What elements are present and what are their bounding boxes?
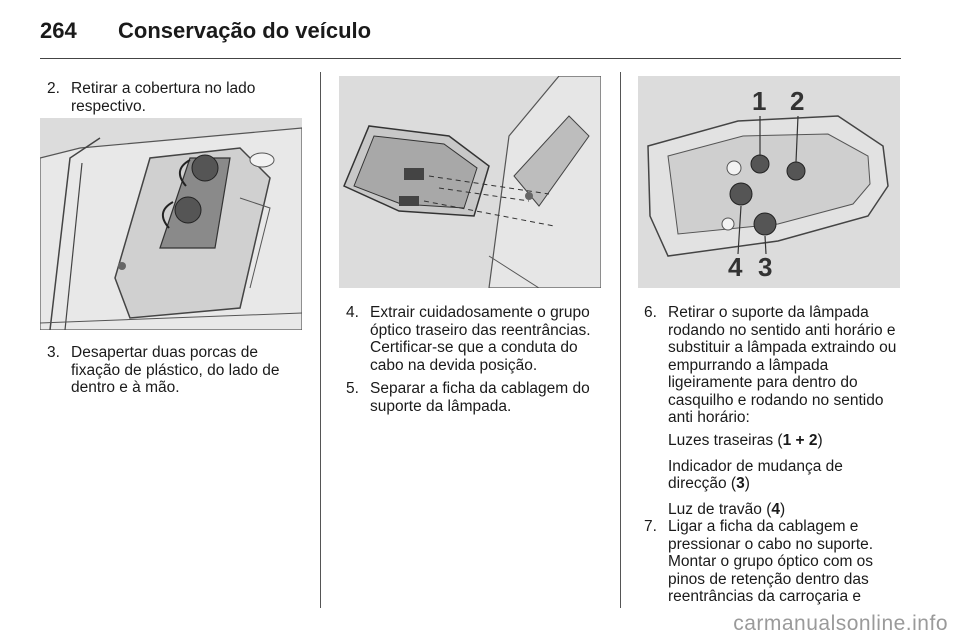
step-7 bbox=[644, 518, 904, 608]
step-line: Retirar o suporte da lâmpada bbox=[668, 304, 869, 321]
step-number: 5. bbox=[346, 380, 359, 397]
step-line: casquilho e rodando no sentido bbox=[668, 391, 884, 409]
rear-cover-illustration bbox=[40, 118, 302, 330]
bulb-positions-illustration bbox=[638, 76, 900, 288]
column-divider-2 bbox=[620, 72, 621, 608]
step-line: Certificar-se que a conduta do bbox=[370, 339, 578, 356]
figure-bulb-positions bbox=[638, 76, 900, 288]
step-number: 2. bbox=[47, 80, 60, 97]
step-2 bbox=[47, 80, 317, 116]
step-line: Separar a ficha da cablagem do bbox=[370, 380, 590, 397]
step-line: suporte da lâmpada. bbox=[370, 397, 512, 415]
page-title: Conservação do veículo bbox=[118, 18, 372, 43]
step-line: respectivo. bbox=[71, 97, 146, 115]
step-line: óptico traseiro das reentrâncias. bbox=[370, 321, 591, 339]
bulb-tail: Luzes traseiras (1 + 2) bbox=[668, 432, 823, 449]
step-line: Montar o grupo óptico com os bbox=[668, 553, 874, 570]
figure-rear-cover bbox=[40, 118, 302, 330]
step-text bbox=[370, 304, 591, 374]
figure-tail-lamp-removal bbox=[339, 76, 601, 288]
step-line: cabo na devida posição. bbox=[370, 356, 538, 374]
step-line: rodando no sentido anti horário e bbox=[668, 321, 896, 339]
step-line: reentrâncias da carroçaria e bbox=[668, 588, 861, 605]
step-6 bbox=[644, 304, 904, 434]
step-5 bbox=[346, 380, 616, 416]
step-number: 3. bbox=[47, 344, 60, 361]
bulb-list-items bbox=[668, 432, 843, 526]
step-line: Desapertar duas porcas de bbox=[71, 344, 258, 361]
step-line: empurrando a lâmpada bbox=[668, 356, 829, 374]
page-number: 264 bbox=[40, 18, 77, 43]
callout-4: 4 bbox=[728, 252, 743, 282]
step-text bbox=[370, 380, 590, 415]
step-line: pinos de retenção dentro das bbox=[668, 570, 869, 588]
page-header bbox=[40, 18, 900, 58]
step-number: 7. bbox=[644, 518, 657, 535]
step-text bbox=[71, 80, 255, 115]
step-line: pressionar o cabo no suporte. bbox=[668, 535, 874, 553]
callout-2: 2 bbox=[790, 86, 805, 116]
step-line: ligeiramente para dentro do bbox=[668, 374, 858, 391]
step-line: Retirar a cobertura no lado bbox=[71, 80, 256, 97]
step-line: substituir a lâmpada extraindo ou bbox=[668, 339, 897, 356]
bulb-list bbox=[644, 432, 904, 518]
step-line: dentro e à mão. bbox=[71, 379, 180, 396]
bulb-indicator: Indicador de mudança de direcção (3) bbox=[668, 457, 843, 492]
step-line: anti horário: bbox=[668, 409, 750, 426]
step-4 bbox=[346, 304, 616, 376]
column-divider-1 bbox=[320, 72, 321, 608]
watermark: carmanualsonline.info bbox=[733, 612, 948, 635]
step-line: Extrair cuidadosamente o grupo bbox=[370, 304, 590, 321]
bulb-brake: Luz de travão (4) bbox=[668, 500, 786, 518]
step-number: 6. bbox=[644, 304, 657, 321]
callout-1: 1 bbox=[752, 86, 767, 116]
step-text bbox=[668, 518, 873, 606]
step-number: 4. bbox=[346, 304, 359, 321]
step-line: Ligar a ficha da cablagem e bbox=[668, 518, 859, 535]
step-3 bbox=[47, 344, 317, 398]
header-rule bbox=[40, 58, 901, 59]
step-text bbox=[668, 304, 896, 427]
tail-lamp-removal-illustration bbox=[339, 76, 601, 288]
step-line: fixação de plástico, do lado de bbox=[71, 361, 280, 379]
step-text bbox=[71, 344, 280, 397]
callout-3: 3 bbox=[758, 252, 773, 282]
